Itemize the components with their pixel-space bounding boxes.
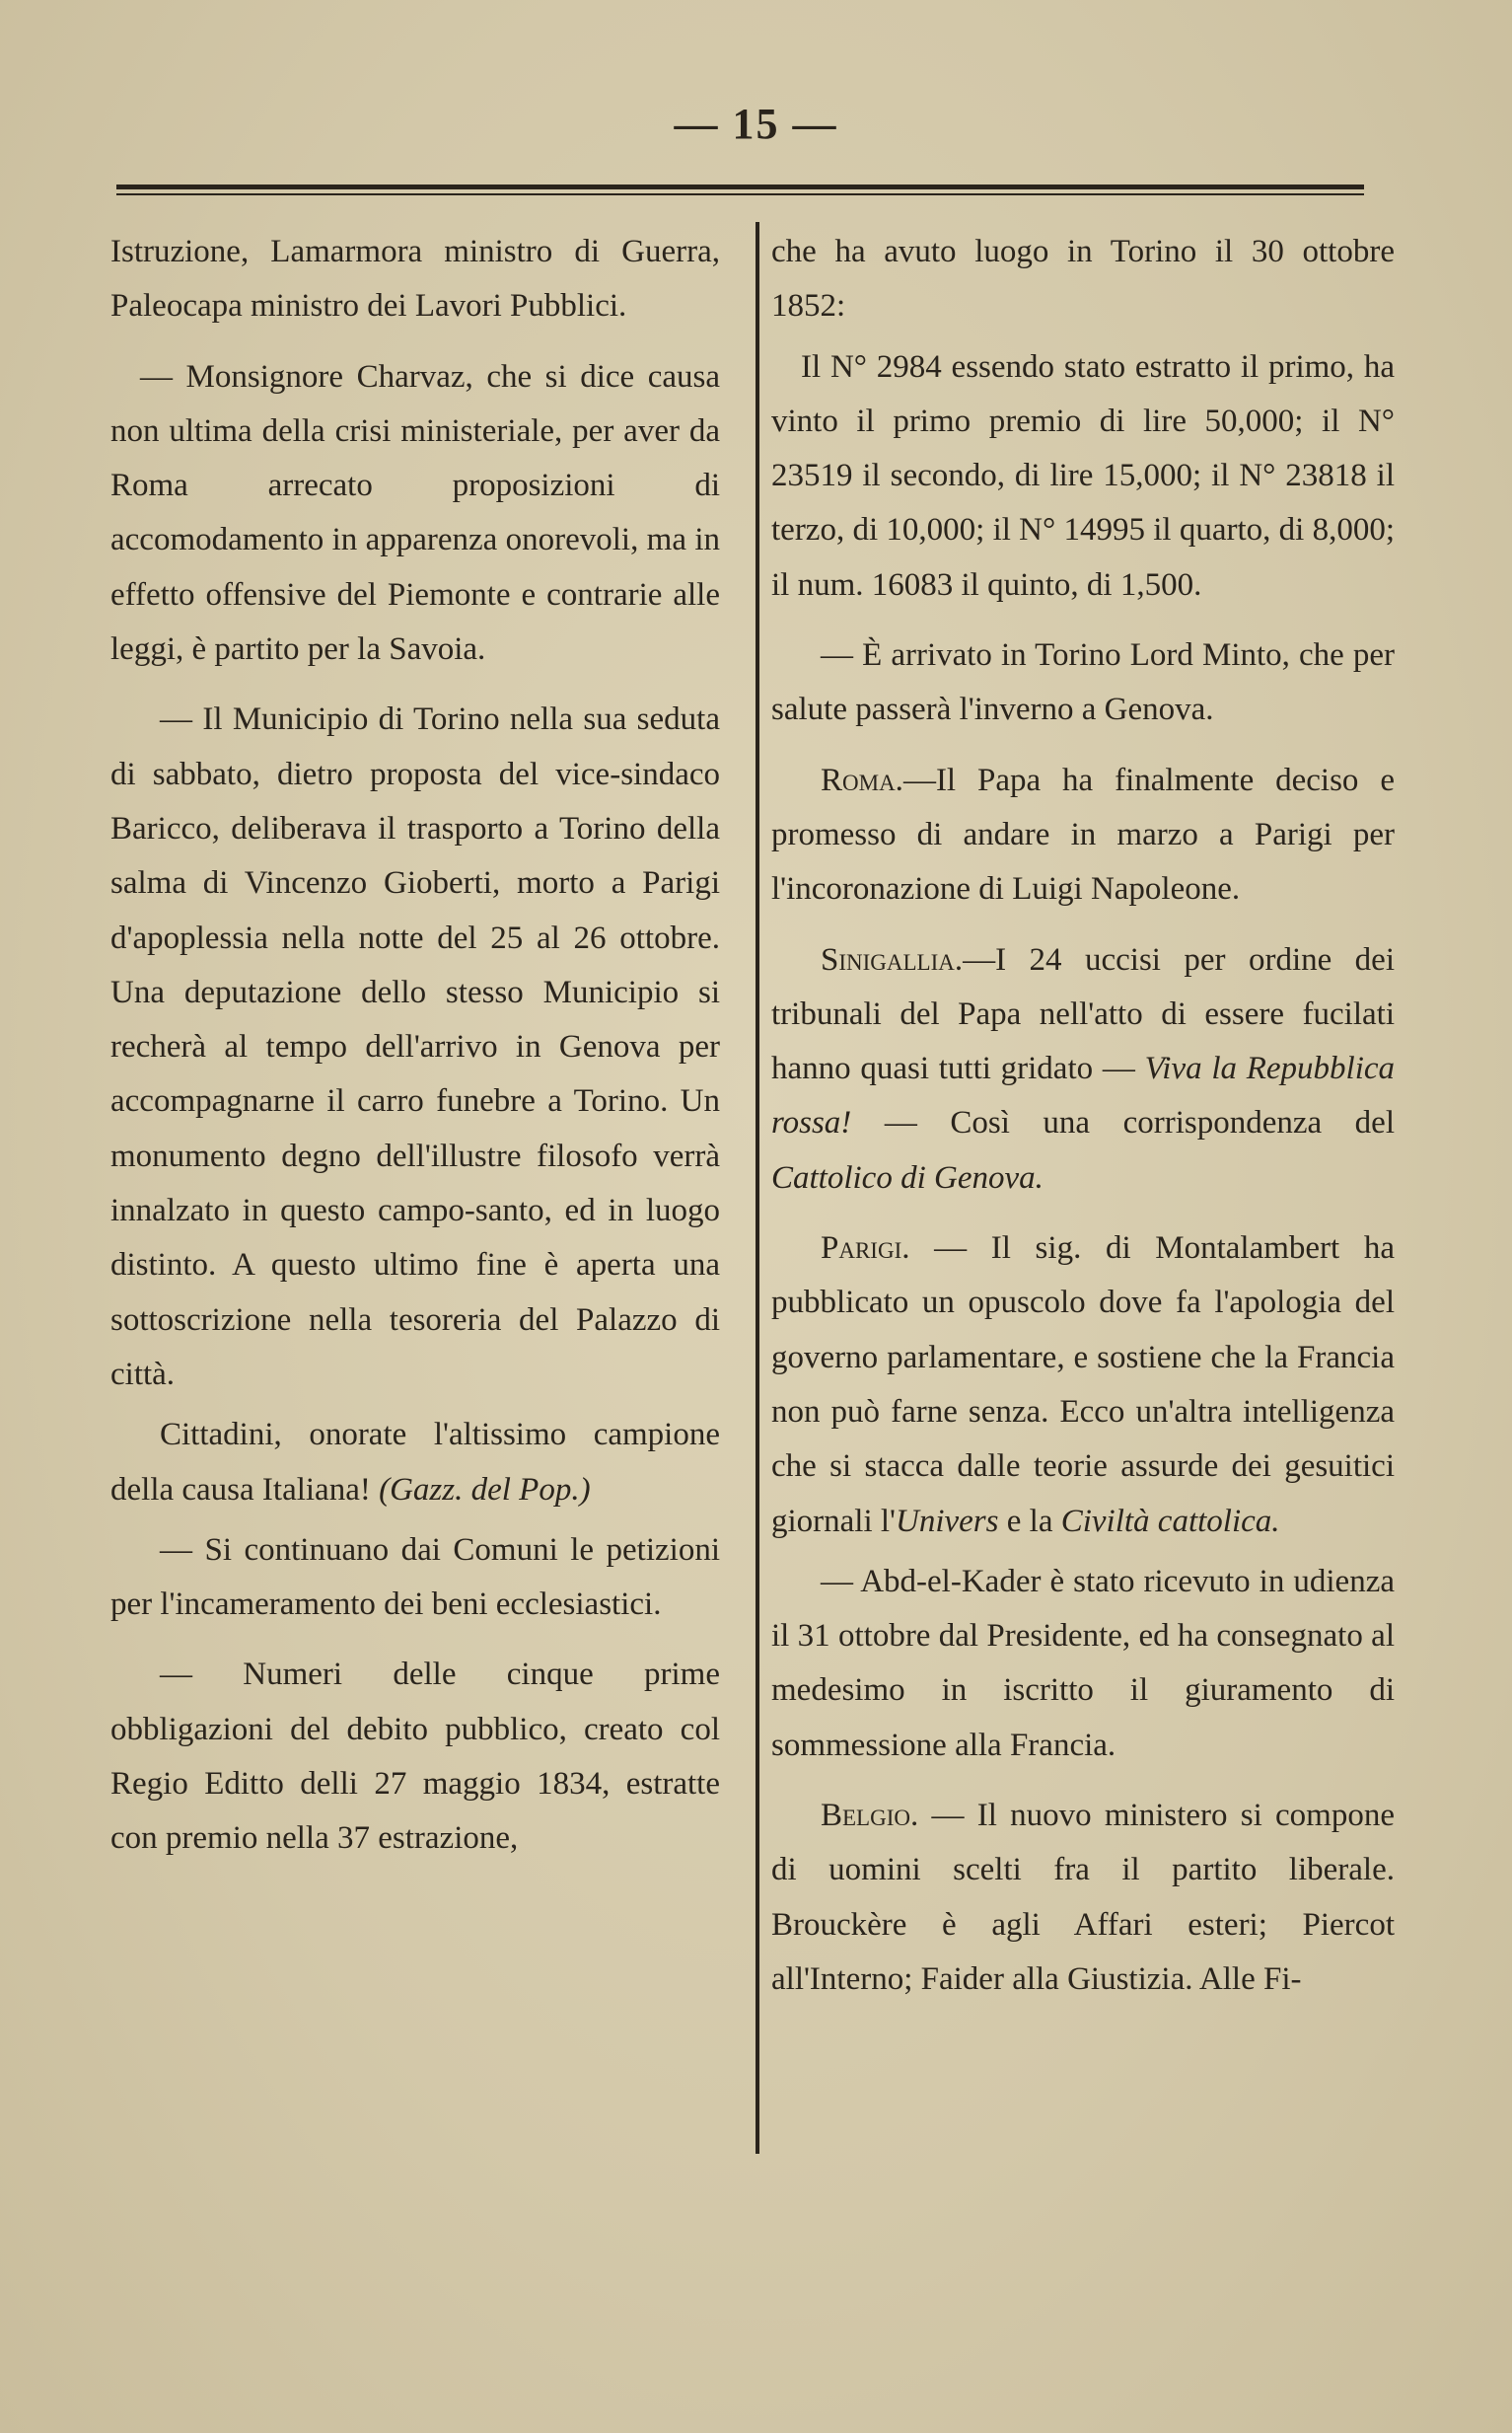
paragraph-petizioni: — Si continuano dai Comuni le petizioni per l'incameramento dei beni ecclesiastici.: [110, 1531, 720, 1623]
column-divider: [756, 222, 759, 2154]
parigi-univers: Univers: [896, 1503, 999, 1539]
parigi-text-b: e la: [1006, 1503, 1053, 1539]
roma-text: —Il Papa ha finalmente deciso e promesso di andare in marzo a Parigi per l'incoronazione di Luigi Napoleone.: [771, 762, 1395, 908]
paragraph-minto: — È arrivato in Torino Lord Minto, che per salute passerà l'inverno a Genova.: [771, 637, 1395, 728]
place-parigi: Parigi.: [821, 1230, 910, 1267]
paragraph-istruzione: Istruzione, Lamarmora ministro di Guerra, Paleocapa ministro dei Lavori Pubblici.: [110, 234, 720, 325]
paragraph-premi: Il N° 2984 essendo stato estratto il primo, ha vinto il primo premio di lire 50,000; il N° 23519 il secondo, di lire 15,000; il N° 23818 il terzo, di 10,000; il N° 14995 il quarto, di 8,000; il num. 16083 il quinto, di 1,500.: [771, 348, 1395, 603]
right-column: [771, 225, 1395, 2007]
paragraph-sinigallia: [771, 933, 1395, 1206]
parigi-civilta: Civiltà cattolica.: [1060, 1503, 1280, 1539]
belgio-text: — Il nuovo ministero si compone di uomini scelti fra il partito liberale. Brouckère è agli Affari esteri; Piercot all'Interno; Faider alla Giustizia. Alle Fi-: [771, 1798, 1395, 1997]
paragraph-belgio: [771, 1789, 1395, 2007]
paragraph-numeri: — Numeri delle cinque prime obbligazioni del debito pubblico, creato col Regio Editto delli 27 maggio 1834, estratte con premio nella 37 estrazione,: [110, 1657, 720, 1857]
cittadini-text: Cittadini, onorate l'altissimo campione della causa Italiana!: [110, 1417, 720, 1508]
paragraph-estrazione-cont: che ha avuto luogo in Torino il 30 ottobre 1852:: [771, 234, 1395, 325]
paragraph-charvaz: — Monsignore Charvaz, che si dice causa non ultima della crisi ministeriale, per aver da Roma arrecato proposizioni di accomodamento in apparenza onorevoli, ma in effetto offensive del Piemonte e contrarie alle leggi, è partito per la Savoia.: [110, 358, 720, 668]
source-citation: (Gazz. del Pop.): [379, 1471, 591, 1508]
place-sinigallia: Sinigallia.: [821, 941, 964, 978]
place-roma: Roma.: [821, 762, 903, 798]
header-rule-thin: [116, 193, 1364, 195]
sinigallia-source: Cattolico di Genova.: [771, 1159, 1044, 1196]
paragraph-abd-el-kader: — Abd-el-Kader è stato ricevuto in udienza il 31 ottobre dal Presidente, ed ha consegnato al medesimo in iscritto il giuramento di sommessione alla Francia.: [771, 1563, 1395, 1763]
sinigallia-quote: Viva la Repubblica rossa!: [771, 1051, 1396, 1142]
page-number: — 15 —: [674, 100, 838, 148]
sinigallia-text-b: — Così una corrispondenza del: [884, 1105, 1396, 1142]
paragraph-cittadini: [110, 1408, 720, 1517]
paragraph-municipio: — Il Municipio di Torino nella sua seduta di sabbato, dietro proposta del vice-sindaco Baricco, deliberava il trasporto a Torino della salma di Vincenzo Gioberti, morto a Parigi d'apoplessia nella notte del 25 al 26 ottobre. Una deputazione dello stesso Municipio si recherà al tempo dell'arrivo in Genova per accompagnarne il carro funebre a Torino. Un monumento degno dell'illustre filosofo verrà innalzato in questo campo-santo, ed in luogo distinto. A questo ultimo fine è aperta una sottoscrizione nella tesoreria del Palazzo di città.: [110, 701, 720, 1392]
paragraph-parigi: [771, 1221, 1395, 1549]
left-column: [110, 225, 720, 1867]
place-belgio: Belgio.: [821, 1798, 919, 1834]
paragraph-roma: [771, 754, 1395, 918]
sinigallia-text-a: —I 24 uccisi per ordine dei tribunali del Papa nell'atto di essere fucilati hanno quasi tutti gridato —: [771, 941, 1395, 1087]
header-rule: [116, 184, 1364, 189]
parigi-text-a: — Il sig. di Montalambert ha pubblicato un opuscolo dove fa l'apologia del governo parlamentare, e sostiene che la Francia non può farne senza. Ecco un'altra intelligenza che si stacca dalle teorie assurde dei gesuitici giornali l': [771, 1230, 1395, 1539]
